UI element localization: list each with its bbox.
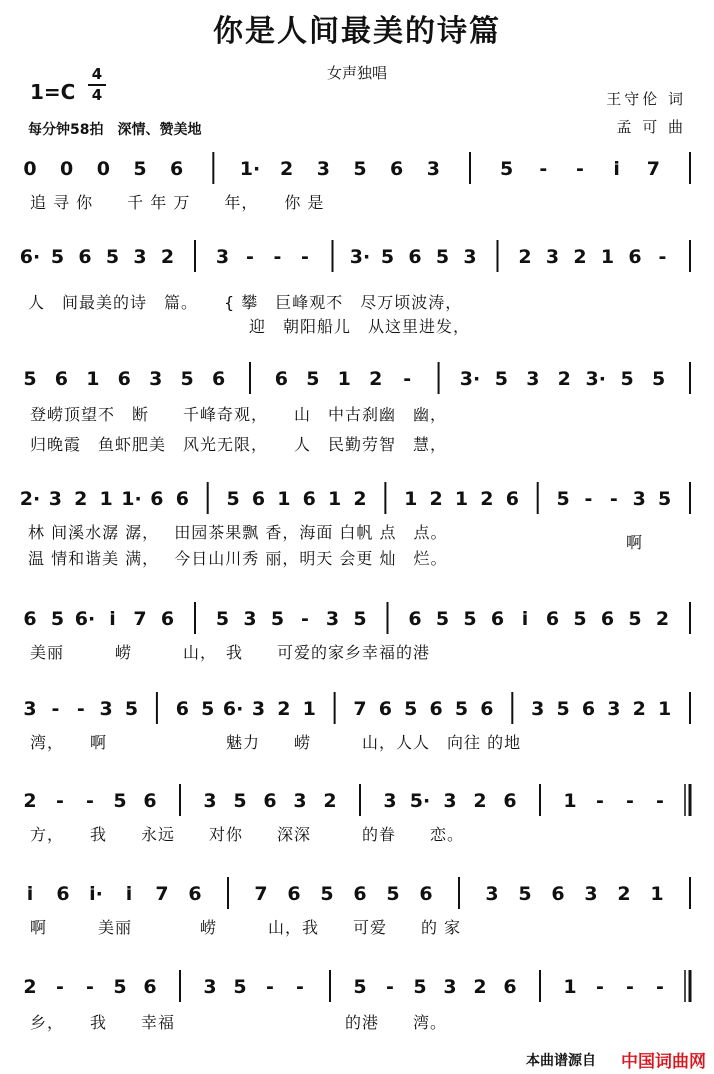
note: 6· — [19, 246, 41, 268]
lyricist-credit: 王守伦 词 — [606, 90, 686, 108]
note: - — [273, 246, 282, 268]
note: 6 — [353, 883, 367, 905]
note: 1 — [404, 488, 418, 510]
note: 5 — [651, 368, 666, 390]
note: 3 — [545, 246, 560, 268]
note: 3 — [23, 698, 37, 720]
note: 3 — [443, 976, 457, 998]
note: - — [266, 976, 274, 998]
note: 2 — [473, 976, 487, 998]
note: 3 — [632, 488, 646, 510]
note: 6 — [211, 368, 226, 390]
lyric-line: 归晚霞 鱼虾肥美 风光无限， 人 民勤劳智 慧， — [30, 435, 448, 454]
song-title: 你是人间最美的诗篇 — [213, 14, 501, 49]
time-signature — [88, 66, 106, 104]
note: 1 — [563, 790, 577, 812]
note: - — [56, 790, 64, 812]
note: 3 — [426, 158, 440, 180]
note: 2 — [353, 488, 367, 510]
note: i — [521, 608, 529, 630]
lyric-line: 人 间最美的诗 篇。 { 攀 巨峰观不 尽万顷波涛， — [28, 293, 463, 312]
note: i — [26, 883, 34, 905]
note: 3· — [349, 246, 371, 268]
note: 2 — [74, 488, 88, 510]
note: 3 — [607, 698, 621, 720]
note: 1 — [650, 883, 664, 905]
note: 3 — [293, 790, 307, 812]
note: 5 — [620, 368, 634, 390]
note: 3· — [585, 368, 606, 390]
note: 5 — [628, 608, 642, 630]
note: 1 — [99, 488, 113, 510]
note-row — [0, 875, 714, 915]
note: 3 — [526, 368, 540, 390]
lyric-line: 乡， 我 幸福 的港 湾。 — [30, 1013, 448, 1032]
note: 6 — [143, 790, 157, 812]
lyric-line: 林 间溪水潺 潺， 田园茶果飘 香，海面 白帆 点 点。 — [28, 523, 448, 542]
note: 1 — [657, 698, 672, 720]
note: 2 — [573, 246, 587, 268]
note: 3 — [443, 790, 457, 812]
note: 2 — [23, 976, 37, 998]
note: 1 — [327, 488, 342, 510]
note: 5 — [380, 246, 395, 268]
note: 6· — [222, 698, 244, 720]
note: 3 — [203, 790, 217, 812]
note: 5 — [463, 608, 477, 630]
note: 2 — [160, 246, 175, 268]
note: - — [301, 608, 309, 630]
note: 5 — [556, 488, 570, 510]
note: 3 — [99, 698, 113, 720]
note: 5 — [353, 158, 367, 180]
note: 5 — [500, 158, 514, 180]
note: 6 — [175, 698, 189, 720]
note: 6 — [505, 488, 519, 510]
note: 5 — [233, 976, 247, 998]
note: - — [51, 698, 60, 720]
note-row — [0, 782, 714, 822]
note: 1 — [337, 368, 351, 390]
note: 3 — [531, 698, 545, 720]
note: 5 — [353, 608, 367, 630]
note: 6 — [503, 790, 517, 812]
note: 3 — [215, 246, 230, 268]
lyric-line: 美丽 崂 山， 我 可爱的家乡幸福的港 — [30, 643, 431, 662]
note: 6 — [480, 698, 494, 720]
note: 6 — [251, 488, 266, 510]
note: 1 — [302, 698, 316, 720]
note: 2 — [23, 790, 37, 812]
note: 5 — [133, 158, 147, 180]
note: - — [386, 976, 394, 998]
note-row — [0, 690, 714, 730]
note: 5 — [226, 488, 240, 510]
note: 3 — [203, 976, 217, 998]
note: - — [656, 976, 664, 998]
note: 3 — [463, 246, 477, 268]
note-row — [0, 600, 714, 640]
note: 2 — [473, 790, 487, 812]
note: 6 — [628, 246, 642, 268]
note: i — [109, 608, 116, 630]
note: 5 — [320, 883, 334, 905]
performance-type: 女声独唱 — [326, 64, 387, 82]
note: 6 — [143, 976, 157, 998]
note: 5 — [454, 698, 469, 720]
note: 0 — [60, 158, 74, 180]
lyric-line: 追 寻 你 千 年 万 年， 你 是 — [30, 193, 325, 212]
note: 3 — [325, 608, 340, 630]
note: 3 — [383, 790, 397, 812]
note: - — [539, 158, 548, 180]
note: 6 — [287, 883, 301, 905]
note: 2 — [277, 698, 291, 720]
note: i — [125, 883, 133, 905]
note: 2· — [19, 488, 41, 510]
note: 6 — [419, 883, 433, 905]
note: 6 — [170, 158, 184, 180]
note: 3· — [459, 368, 481, 390]
note: 5 — [113, 790, 127, 812]
note: 6 — [490, 608, 505, 630]
note: 5 — [556, 698, 570, 720]
time-signature-bottom: 4 — [91, 86, 103, 104]
note: 5 — [201, 698, 215, 720]
note: 7 — [254, 883, 268, 905]
note: 6 — [160, 608, 175, 630]
note: 6 — [429, 698, 443, 720]
note: 6 — [503, 976, 517, 998]
note: 3 — [485, 883, 499, 905]
note: - — [296, 976, 304, 998]
note: 7 — [155, 883, 169, 905]
lyric-line: 方， 我 永远 对你 深深 的眷 恋。 — [30, 825, 465, 844]
note: 6· — [74, 608, 96, 630]
note: 5 — [413, 976, 427, 998]
note: 5 — [124, 698, 139, 720]
note: 2 — [480, 488, 494, 510]
note: 1 — [86, 368, 100, 390]
note: 1 — [454, 488, 469, 510]
note: - — [301, 246, 309, 268]
note: 1 — [277, 488, 291, 510]
composer-credit: 孟 可 曲 — [616, 118, 686, 136]
note: - — [596, 976, 604, 998]
note-row — [0, 968, 714, 1008]
note: 6 — [23, 608, 37, 630]
note: 7 — [133, 608, 147, 630]
note: 5 — [180, 368, 194, 390]
note: - — [403, 368, 412, 390]
note-row — [0, 480, 714, 520]
note: 5 — [50, 246, 65, 268]
note: 5 — [518, 883, 532, 905]
note: 2 — [323, 790, 337, 812]
note: 1· — [239, 158, 261, 180]
note-row — [0, 360, 714, 400]
note: 5 — [113, 976, 127, 998]
note: 3 — [584, 883, 598, 905]
note: 6 — [188, 883, 202, 905]
note: 6 — [56, 883, 70, 905]
note: 2 — [632, 698, 646, 720]
note: 5 — [353, 976, 367, 998]
key-signature: 1=C — [30, 80, 76, 104]
note: 6 — [175, 488, 189, 510]
note: 5 — [50, 608, 65, 630]
note: - — [246, 246, 254, 268]
note: 1· — [121, 488, 142, 510]
note: 6 — [302, 488, 316, 510]
source-site-logo: 中国词曲网 — [621, 1052, 706, 1072]
note: 6 — [408, 246, 422, 268]
note: - — [86, 976, 94, 998]
note: 5 — [494, 368, 509, 390]
note: 2 — [429, 488, 443, 510]
note: 6 — [581, 698, 596, 720]
note: 2 — [518, 246, 532, 268]
note: 6 — [150, 488, 164, 510]
note: 6 — [54, 368, 69, 390]
note: - — [584, 488, 593, 510]
note: 6 — [263, 790, 277, 812]
note: 5 — [105, 246, 120, 268]
note: 3 — [149, 368, 163, 390]
note: 7 — [353, 698, 367, 720]
time-signature-top: 4 — [91, 65, 103, 83]
note: - — [596, 790, 604, 812]
note: - — [56, 976, 64, 998]
note: - — [86, 790, 94, 812]
note: 3 — [133, 246, 147, 268]
note: 6 — [117, 368, 131, 390]
note-row — [0, 150, 714, 190]
note: 6 — [408, 608, 422, 630]
note: 2 — [655, 608, 670, 630]
note: 5 — [23, 368, 37, 390]
note: 1 — [600, 246, 615, 268]
note: 5 — [215, 608, 230, 630]
note: - — [609, 488, 618, 510]
note: 5 — [233, 790, 247, 812]
note: 3 — [316, 158, 330, 180]
note: 6 — [551, 883, 565, 905]
note: 5· — [409, 790, 431, 812]
note: - — [576, 158, 584, 180]
note: 5 — [573, 608, 587, 630]
note: 5 — [435, 246, 450, 268]
lyric-line: 迎 朝阳船儿 从这里进发， — [28, 317, 471, 336]
note: 0 — [23, 158, 37, 180]
lyric-line: 登崂顶望不 断 千峰奇观， 山 中古刹幽 幽， — [30, 405, 448, 424]
note: - — [626, 790, 634, 812]
note: i — [613, 158, 620, 180]
note: 0 — [96, 158, 110, 180]
note: 5 — [435, 608, 450, 630]
lyric-line: 湾， 啊 魅力 崂 山，人人 向往 的地 — [30, 733, 522, 752]
note: 5 — [306, 368, 320, 390]
note: 2 — [280, 158, 294, 180]
note: 5 — [657, 488, 672, 510]
note: 3 — [243, 608, 257, 630]
note: 6 — [390, 158, 404, 180]
note-row — [0, 238, 714, 278]
note: 1 — [563, 976, 577, 998]
lyric-line: 温 情和谐美 满， 今日山川秀 丽，明天 会更 灿 烂。 — [28, 549, 448, 568]
note: 6 — [545, 608, 560, 630]
note: 5 — [270, 608, 285, 630]
lyric-line: 啊 美丽 崂 山，我 可爱 的 家 — [30, 918, 462, 937]
note: 3 — [48, 488, 63, 510]
note: 5 — [404, 698, 418, 720]
note: 2 — [617, 883, 631, 905]
note: 2 — [557, 368, 571, 390]
note: 6 — [78, 246, 92, 268]
note: 2 — [369, 368, 383, 390]
note: - — [658, 246, 667, 268]
tempo-marking: 每分钟58拍 深情、赞美地 — [28, 122, 202, 138]
note: 5 — [386, 883, 400, 905]
note: 6 — [378, 698, 393, 720]
note: - — [76, 698, 85, 720]
note: 6 — [600, 608, 615, 630]
note: 6 — [274, 368, 289, 390]
note: i· — [89, 883, 103, 905]
note: 7 — [646, 158, 660, 180]
note: - — [626, 976, 634, 998]
note: - — [656, 790, 664, 812]
lyric-aside: 啊 — [626, 533, 644, 552]
note: 3 — [251, 698, 266, 720]
source-label: 本曲谱源自 — [526, 1053, 596, 1069]
